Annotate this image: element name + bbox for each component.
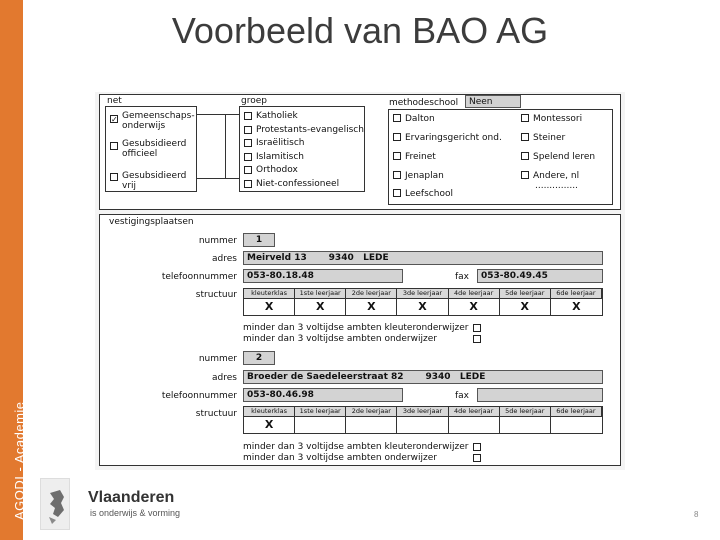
grid-header: 4de leerjaar (449, 407, 500, 417)
vestiging-label: vestigingsplaatsen (109, 217, 194, 227)
note-kleuter-checkbox-1[interactable] (473, 324, 481, 332)
methode-checkbox-montessori[interactable] (521, 114, 529, 122)
grid-header: 4de leerjaar (449, 289, 500, 299)
adres-label-1: adres (212, 254, 237, 264)
grid-cell[interactable] (397, 417, 448, 433)
fax-label-2: fax (455, 391, 470, 401)
connector-line (225, 114, 226, 179)
site1-nummer[interactable]: 1 (243, 233, 275, 247)
note-onderwijzer-2: minder dan 3 voltijdse ambten onderwijzer (243, 453, 437, 463)
grid-cell[interactable]: X (572, 300, 581, 313)
nummer-label-2: nummer (198, 354, 237, 364)
grid-header: 2de leerjaar (346, 289, 397, 299)
net-checkbox-3[interactable] (110, 173, 118, 181)
site1-adres[interactable]: Meirveld 13 9340 LEDE (243, 251, 603, 265)
grid-cell[interactable]: X (295, 299, 346, 315)
nummer-label-1: nummer (198, 236, 237, 246)
grid-cell[interactable] (449, 417, 500, 433)
groep-checkbox-6[interactable] (244, 180, 252, 188)
note-kleuter-2: minder dan 3 voltijdse ambten kleuteronderwijzer (243, 442, 469, 452)
vlaanderen-logo (40, 478, 70, 530)
grid-cell[interactable] (346, 417, 397, 433)
brand-name: Vlaanderen (88, 489, 175, 506)
site1-fax[interactable]: 053-80.49.45 (477, 269, 603, 283)
groep-checkbox-3[interactable] (244, 139, 252, 147)
grid-header: 1ste leerjaar (295, 289, 346, 299)
site2-structure-grid (243, 406, 603, 434)
methode-value[interactable]: Neen (465, 95, 521, 108)
methode-option-andere: Andere, nl (533, 171, 580, 181)
net-option-3: Gesubsidieerd vrij (122, 171, 187, 191)
grid-cell[interactable]: X (346, 299, 397, 315)
groep-option-2: Protestants-evangelisch (256, 125, 364, 135)
grid-cell[interactable] (295, 417, 346, 433)
site2-adres[interactable]: Broeder de Saedeleerstraat 82 9340 LEDE (243, 370, 603, 384)
methode-option-montessori: Montessori (533, 114, 583, 124)
grid-cell[interactable]: X (449, 299, 500, 315)
net-checkbox-2[interactable] (110, 142, 118, 150)
grid-header: kleuterklas (244, 407, 295, 417)
site2-telefoon[interactable]: 053-80.46.98 (243, 388, 403, 402)
slide-title: Voorbeeld van BAO AG (171, 10, 549, 51)
methode-option-ervaring: Ervaringsgericht ond. (405, 133, 502, 143)
note-kleuter-checkbox-2[interactable] (473, 443, 481, 451)
connector-line (197, 114, 239, 115)
grid-header: 6de leerjaar (551, 407, 602, 417)
grid-header: 3de leerjaar (397, 407, 448, 417)
net-label: net (107, 96, 122, 106)
methode-checkbox-steiner[interactable] (521, 133, 529, 141)
grid-cell[interactable]: X (244, 299, 295, 315)
methode-other-blank: ............... (535, 181, 578, 191)
grid-header: 5de leerjaar (500, 407, 551, 417)
site2-nummer[interactable]: 2 (243, 351, 275, 365)
methode-option-jenaplan: Jenaplan (405, 171, 444, 181)
groep-option-4: Islamitisch (256, 152, 304, 162)
net-checkbox-1[interactable]: ✓ (111, 115, 118, 124)
telefoon-label-1: telefoonnummer (161, 272, 237, 282)
sidebar (0, 0, 27, 540)
note-onderwijzer-1: minder dan 3 voltijdse ambten onderwijzer (243, 334, 437, 344)
sidebar-label: AGODI - Academie (12, 401, 27, 520)
methode-checkbox-freinet[interactable] (393, 152, 401, 160)
methode-checkbox-jenaplan[interactable] (393, 171, 401, 179)
form-image (95, 92, 625, 470)
site1-telefoon[interactable]: 053-80.18.48 (243, 269, 403, 283)
methode-label: methodeschool (389, 98, 459, 108)
methode-checkbox-ervaring[interactable] (393, 133, 401, 141)
site2-fax[interactable] (477, 388, 603, 402)
methode-option-steiner: Steiner (533, 133, 566, 143)
structuur-label-2: structuur (195, 409, 237, 419)
note-onderwijzer-checkbox-1[interactable] (473, 335, 481, 343)
methode-checkbox-spelend[interactable] (521, 152, 529, 160)
groep-checkbox-2[interactable] (244, 126, 252, 134)
note-onderwijzer-checkbox-2[interactable] (473, 454, 481, 462)
fax-label-1: fax (455, 272, 470, 282)
net-option-1: Gemeenschaps- onderwijs (122, 111, 195, 131)
grid-header: 6de leerjaar (551, 289, 602, 299)
groep-option-3: Israëlitisch (256, 138, 305, 148)
grid-cell[interactable]: X (500, 299, 551, 315)
grid-header: kleuterklas (244, 289, 295, 299)
groep-option-5: Orthodox (256, 165, 298, 175)
connector-line (197, 178, 239, 179)
groep-checkbox-4[interactable] (244, 153, 252, 161)
grid-cell[interactable] (551, 417, 602, 433)
grid-header: 2de leerjaar (346, 407, 397, 417)
site1-structure-grid (243, 288, 603, 316)
grid-cell[interactable]: X (397, 299, 448, 315)
telefoon-label-2: telefoonnummer (161, 391, 237, 401)
structuur-label-1: structuur (195, 290, 237, 300)
grid-cell[interactable]: X (244, 417, 295, 433)
groep-option-1: Katholiek (256, 111, 298, 121)
methode-checkbox-leefschool[interactable] (393, 189, 401, 197)
grid-header: 1ste leerjaar (295, 407, 346, 417)
methode-option-spelend: Spelend leren (533, 152, 596, 162)
methode-checkbox-andere[interactable] (521, 171, 529, 179)
groep-checkbox-1[interactable] (244, 112, 252, 120)
groep-option-6: Niet-confessioneel (256, 179, 340, 189)
methode-option-freinet: Freinet (405, 152, 436, 162)
groep-checkbox-5[interactable] (244, 166, 252, 174)
methode-option-dalton: Dalton (405, 114, 435, 124)
brand-tagline: is onderwijs & vorming (90, 508, 181, 518)
adres-label-2: adres (212, 373, 237, 383)
methode-option-leefschool: Leefschool (405, 189, 453, 199)
grid-cell[interactable] (500, 417, 551, 433)
grid-header: 3de leerjaar (397, 289, 448, 299)
net-option-2: Gesubsidieerd officieel (122, 139, 187, 159)
groep-label: groep (241, 96, 267, 106)
note-kleuter-1: minder dan 3 voltijdse ambten kleuteronderwijzer (243, 323, 469, 333)
methode-checkbox-dalton[interactable] (393, 114, 401, 122)
page-number: 8 (694, 510, 699, 519)
lion-icon (41, 479, 71, 531)
grid-header: 5de leerjaar (500, 289, 551, 299)
